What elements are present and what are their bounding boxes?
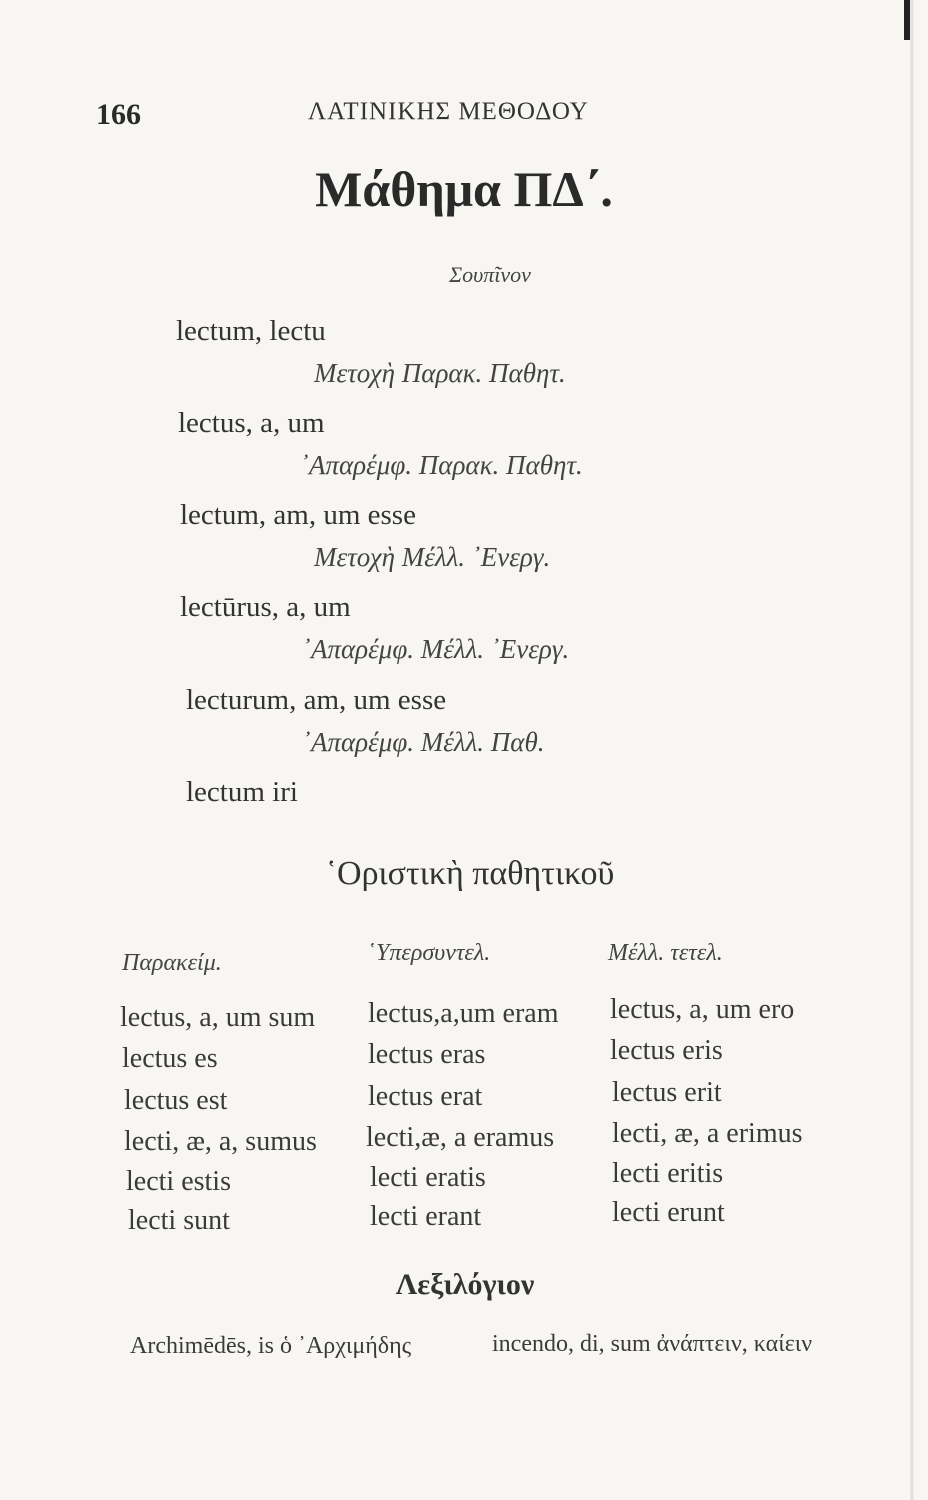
table-cell: lectus erit — [612, 1077, 722, 1108]
form-greek: Μετοχὴ Μέλλ. ᾿Ενεργ. — [314, 542, 551, 572]
lesson-subtitle: Σουπῖνον — [449, 262, 531, 287]
table-cell: lectus,a,um eram — [368, 998, 559, 1029]
table-cell: lecti sunt — [128, 1205, 230, 1236]
section-title: ῾Οριστικὴ παθητικοῦ — [325, 855, 615, 892]
table-cell: lectus, a, um sum — [120, 1002, 316, 1033]
lexicon-entry: incendo, di, sum ἀνάπτειν, καίειν — [492, 1331, 813, 1357]
table-cell: lectus eras — [368, 1039, 486, 1070]
form-latin: lectum iri — [186, 776, 298, 808]
table-cell: lectus est — [124, 1085, 228, 1116]
table-cell: lecti,æ, a eramus — [366, 1122, 555, 1153]
column-header: ῾Υπερσυντελ. — [368, 940, 491, 966]
table-cell: lectus es — [122, 1043, 218, 1074]
table-cell: lectus eris — [610, 1035, 723, 1066]
table-cell: lecti, æ, a, sumus — [124, 1126, 317, 1157]
table-cell: lecti erant — [370, 1201, 482, 1232]
table-cell: lectus, a, um ero — [610, 994, 795, 1025]
form-latin: lecturum, am, um esse — [186, 684, 447, 716]
running-header: ΛΑΤΙΝΙΚΗΣ ΜΕΘΟΔΟΥ — [308, 98, 589, 125]
column-header: Μέλλ. τετελ. — [608, 940, 723, 966]
form-latin: lectus, a, um — [178, 407, 325, 439]
form-greek: ᾿Απαρέμφ. Μέλλ. Παθ. — [302, 727, 545, 757]
table-cell: lecti estis — [126, 1166, 231, 1197]
form-latin: lectum, lectu — [176, 315, 326, 347]
form-latin: lectūrus, a, um — [180, 591, 351, 623]
table-cell: lectus erat — [368, 1081, 483, 1112]
lesson-title: Μάθημα ΠΔ΄. — [315, 161, 613, 217]
form-greek: ᾿Απαρέμφ. Μέλλ. ᾿Ενεργ. — [302, 634, 570, 664]
page-number: 166 — [96, 98, 141, 131]
table-cell: lecti eritis — [612, 1158, 724, 1189]
table-cell: lecti eratis — [370, 1162, 486, 1193]
column-header: Παρακείμ. — [122, 950, 222, 976]
form-greek: ᾿Απαρέμφ. Παρακ. Παθητ. — [300, 450, 583, 480]
table-cell: lecti, æ, a erimus — [612, 1118, 803, 1149]
form-latin: lectum, am, um esse — [180, 499, 416, 531]
form-greek: Μετοχὴ Παρακ. Παθητ. — [314, 358, 566, 388]
table-cell: lecti erunt — [612, 1197, 725, 1228]
lexicon-title: Λεξιλόγιον — [395, 1268, 535, 1301]
lexicon-entry: Archimēdēs, is ὁ ᾿Αρχιμήδης — [130, 1333, 412, 1359]
